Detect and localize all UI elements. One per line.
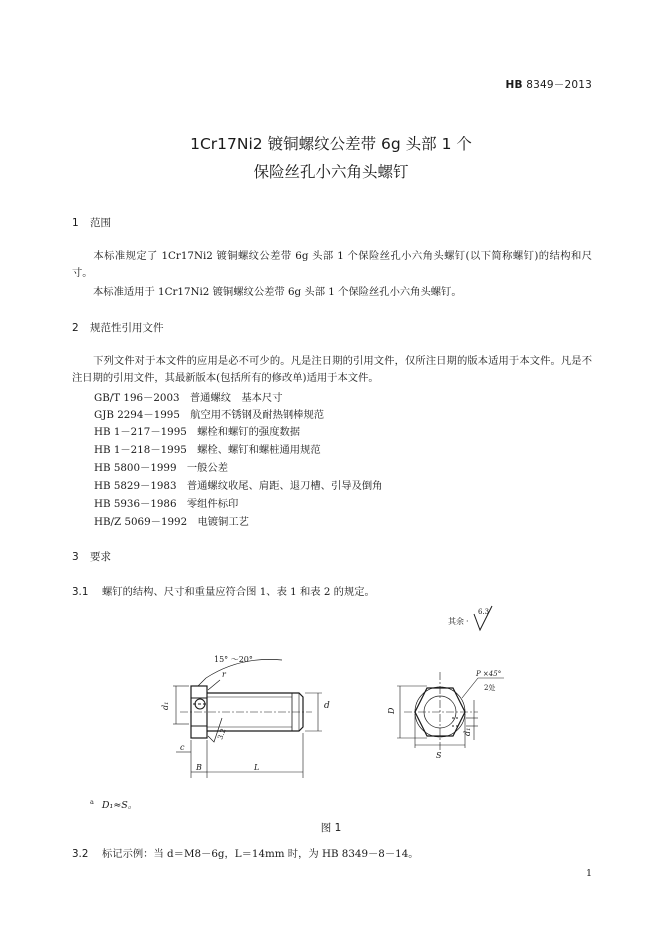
label-d: d — [324, 701, 330, 711]
reference-item: GJB 2294－1995 航空用不锈钢及耐热钢棒规范 — [94, 409, 325, 421]
figure-footnote: $^a$ D₁≈S。 — [90, 798, 138, 811]
label-L: L — [254, 763, 260, 772]
title-line-2: 保险丝孔小六角头螺钉 — [253, 163, 409, 181]
standard-number: HB 8349－2013 — [505, 79, 592, 91]
section-1-heading: 1 范围 — [72, 217, 111, 229]
section-1-para-1: 本标准规定了 1Cr17Ni2 镀铜螺纹公差带 6g 头部 1 个保险丝孔小六角头螺钉(以下简称螺钉)的结构和尺寸。 — [72, 250, 592, 279]
angle-label: 15° ～20° — [214, 655, 253, 664]
reference-item: HB 1－218－1995 螺栓、螺钉和螺桩通用规范 — [94, 444, 321, 456]
roughness-prefix: 其余 — [448, 617, 464, 626]
figure-caption: 图 1 — [320, 822, 342, 834]
reference-item: HB/Z 5069－1992 电镀铜工艺 — [94, 516, 249, 528]
label-D: D — [387, 707, 396, 714]
svg-text:·: · — [466, 617, 469, 626]
reference-item: HB 5936－1986 零组件标印 — [94, 498, 239, 510]
reference-item: HB 5829－1983 普通螺纹收尾、肩距、退刀槽、引导及倒角 — [94, 480, 383, 492]
label-chamfer: P ×45° — [476, 670, 502, 678]
title-line-1: 1Cr17Ni2 镀铜螺纹公差带 6g 头部 1 个 — [190, 135, 472, 153]
section-1-para-2: 本标准适用于 1Cr17Ni2 镀铜螺纹公差带 6g 头部 1 个保险丝孔小六角头螺钉。 — [93, 286, 462, 298]
reference-item: HB 1－217－1995 螺栓和螺钉的强度数据 — [94, 426, 301, 438]
label-d1: d₁ — [463, 727, 472, 736]
figure-1-drawing — [0, 600, 662, 815]
clause-3-2: 3.2 标记示例：当 d＝M8－6g，L＝14mm 时，为 HB 8349－8－14。 — [72, 848, 419, 860]
roughness-3-2: 3.2 — [216, 727, 228, 741]
section-2-intro: 下列文件对于本文件的应用是必不可少的。凡是注日期的引用文件，仅所注日期的版本适用于本文件。凡是不注日期的引用文件，其最新版本(包括所有的修改单)适用于本文件。 — [72, 355, 592, 384]
label-S: S — [436, 751, 442, 760]
label-c: c — [180, 743, 185, 752]
label-B: B — [196, 763, 202, 772]
label-chamfer-count: 2处 — [484, 684, 496, 692]
clause-3-1: 3.1 螺钉的结构、尺寸和重量应符合图 1、表 1 和表 2 的规定。 — [72, 586, 375, 598]
reference-item: GB/T 196－2003 普通螺纹 基本尺寸 — [94, 392, 283, 404]
label-r: r — [222, 670, 226, 679]
label-ds: d₁ — [161, 701, 170, 710]
reference-item: HB 5800－1999 一般公差 — [94, 462, 229, 474]
section-2-heading: 2 规范性引用文件 — [72, 322, 164, 334]
roughness-value: 6.3 — [478, 608, 490, 616]
section-3-heading: 3 要求 — [72, 551, 111, 563]
page-number: 1 — [585, 868, 592, 879]
